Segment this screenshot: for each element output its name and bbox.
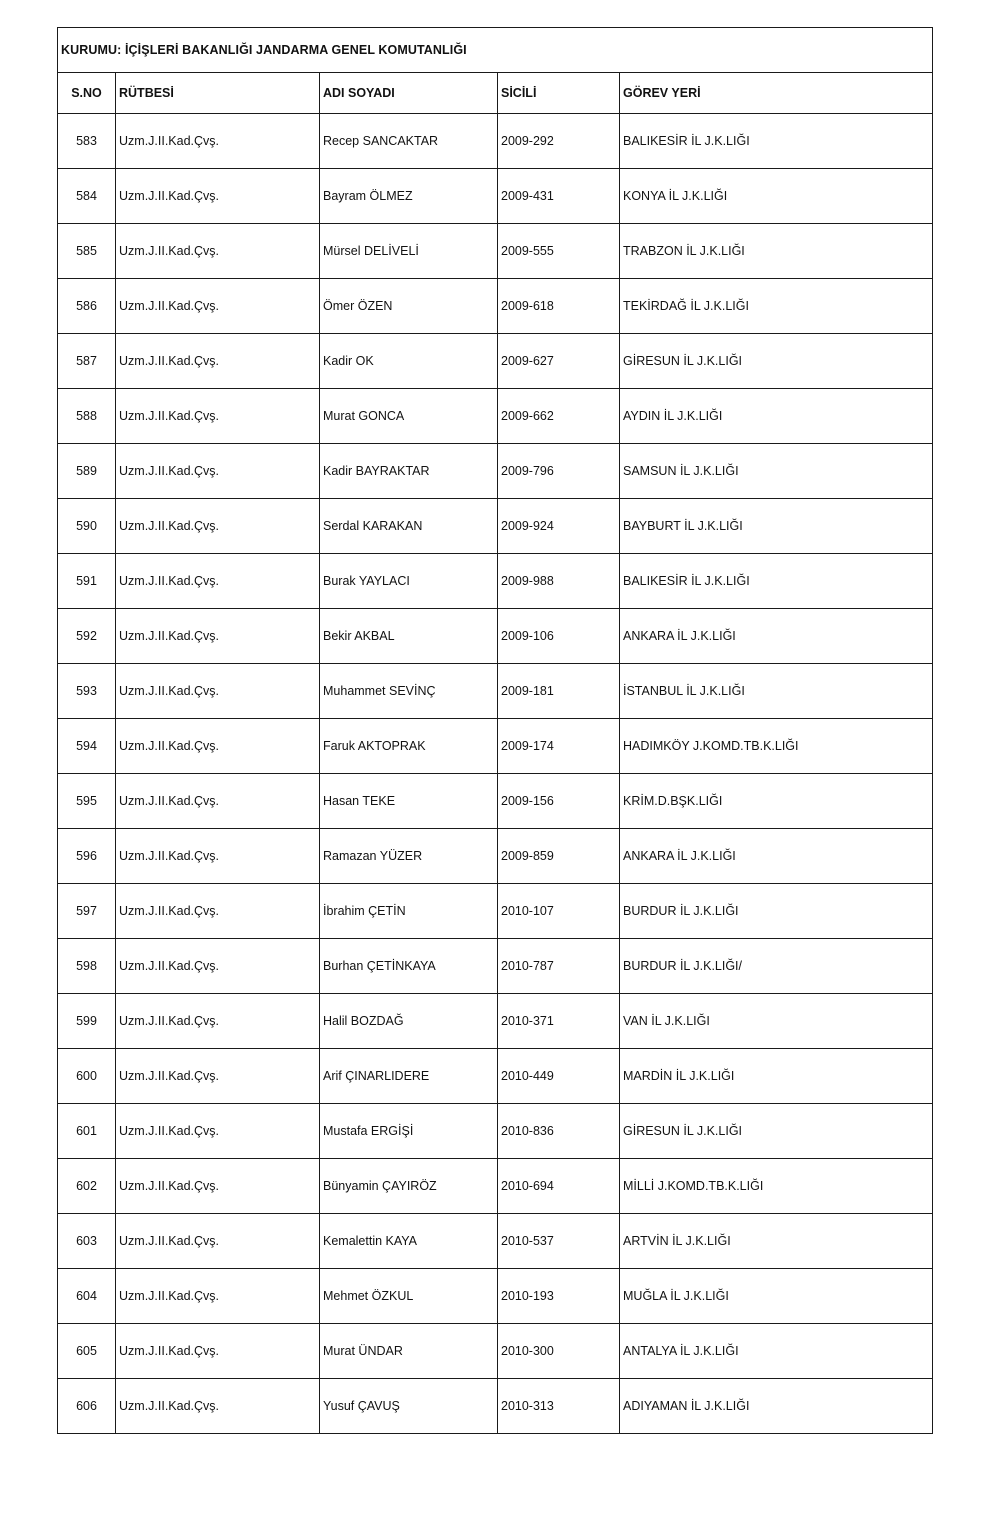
cell-duty: TRABZON İL J.K.LIĞI: [620, 224, 933, 279]
personnel-list-sheet: [57, 27, 932, 1434]
cell-duty: BALIKESİR İL J.K.LIĞI: [620, 114, 933, 169]
cell-duty: GİRESUN İL J.K.LIĞI: [620, 1104, 933, 1159]
cell-rank: Uzm.J.II.Kad.Çvş.: [116, 554, 320, 609]
cell-registry: 2009-174: [498, 719, 620, 774]
cell-registry: 2009-924: [498, 499, 620, 554]
cell-registry: 2009-431: [498, 169, 620, 224]
table-row: [58, 1159, 933, 1214]
cell-sno: 602: [58, 1159, 116, 1214]
table-row: [58, 169, 933, 224]
cell-sno: 594: [58, 719, 116, 774]
cell-name: Kadir OK: [320, 334, 498, 389]
table-row: [58, 1324, 933, 1379]
cell-name: Bayram ÖLMEZ: [320, 169, 498, 224]
cell-registry: 2010-371: [498, 994, 620, 1049]
table-row: [58, 939, 933, 994]
cell-name: Faruk AKTOPRAK: [320, 719, 498, 774]
cell-rank: Uzm.J.II.Kad.Çvş.: [116, 169, 320, 224]
cell-rank: Uzm.J.II.Kad.Çvş.: [116, 499, 320, 554]
cell-sno: 591: [58, 554, 116, 609]
table-row: [58, 774, 933, 829]
cell-name: Recep SANCAKTAR: [320, 114, 498, 169]
cell-duty: MUĞLA İL J.K.LIĞI: [620, 1269, 933, 1324]
cell-registry: 2010-107: [498, 884, 620, 939]
cell-registry: 2009-662: [498, 389, 620, 444]
cell-sno: 598: [58, 939, 116, 994]
cell-name: Ramazan YÜZER: [320, 829, 498, 884]
cell-registry: 2010-836: [498, 1104, 620, 1159]
cell-rank: Uzm.J.II.Kad.Çvş.: [116, 1379, 320, 1434]
cell-duty: ADIYAMAN İL J.K.LIĞI: [620, 1379, 933, 1434]
cell-rank: Uzm.J.II.Kad.Çvş.: [116, 939, 320, 994]
table-row: [58, 609, 933, 664]
cell-duty: SAMSUN İL J.K.LIĞI: [620, 444, 933, 499]
cell-registry: 2010-537: [498, 1214, 620, 1269]
cell-rank: Uzm.J.II.Kad.Çvş.: [116, 664, 320, 719]
header-rank: RÜTBESİ: [116, 73, 320, 114]
cell-rank: Uzm.J.II.Kad.Çvş.: [116, 114, 320, 169]
cell-registry: 2010-449: [498, 1049, 620, 1104]
cell-sno: 590: [58, 499, 116, 554]
cell-rank: Uzm.J.II.Kad.Çvş.: [116, 719, 320, 774]
cell-duty: KRİM.D.BŞK.LIĞI: [620, 774, 933, 829]
table-row: [58, 829, 933, 884]
cell-sno: 605: [58, 1324, 116, 1379]
table-row: [58, 114, 933, 169]
cell-sno: 606: [58, 1379, 116, 1434]
cell-duty: HADIMKÖY J.KOMD.TB.K.LIĞI: [620, 719, 933, 774]
cell-rank: Uzm.J.II.Kad.Çvş.: [116, 444, 320, 499]
cell-name: Murat ÜNDAR: [320, 1324, 498, 1379]
cell-rank: Uzm.J.II.Kad.Çvş.: [116, 279, 320, 334]
cell-duty: BALIKESİR İL J.K.LIĞI: [620, 554, 933, 609]
cell-registry: 2009-156: [498, 774, 620, 829]
table-row: [58, 994, 933, 1049]
cell-rank: Uzm.J.II.Kad.Çvş.: [116, 829, 320, 884]
cell-name: Burhan ÇETİNKAYA: [320, 939, 498, 994]
cell-sno: 587: [58, 334, 116, 389]
cell-name: Halil BOZDAĞ: [320, 994, 498, 1049]
table-row: [58, 444, 933, 499]
table-row: [58, 279, 933, 334]
cell-duty: BAYBURT İL J.K.LIĞI: [620, 499, 933, 554]
cell-name: Mehmet ÖZKUL: [320, 1269, 498, 1324]
cell-rank: Uzm.J.II.Kad.Çvş.: [116, 1104, 320, 1159]
header-registry: SİCİLİ: [498, 73, 620, 114]
cell-sno: 583: [58, 114, 116, 169]
cell-name: Mustafa ERGİŞİ: [320, 1104, 498, 1159]
table-header-row: [58, 73, 933, 114]
cell-name: Burak YAYLACI: [320, 554, 498, 609]
cell-duty: BURDUR İL J.K.LIĞI/: [620, 939, 933, 994]
cell-name: Muhammet SEVİNÇ: [320, 664, 498, 719]
cell-duty: AYDIN İL J.K.LIĞI: [620, 389, 933, 444]
cell-name: Hasan TEKE: [320, 774, 498, 829]
cell-registry: 2009-618: [498, 279, 620, 334]
cell-duty: GİRESUN İL J.K.LIĞI: [620, 334, 933, 389]
cell-registry: 2009-106: [498, 609, 620, 664]
table-row: [58, 664, 933, 719]
table-row: [58, 884, 933, 939]
cell-name: Murat GONCA: [320, 389, 498, 444]
cell-sno: 597: [58, 884, 116, 939]
cell-sno: 601: [58, 1104, 116, 1159]
cell-sno: 585: [58, 224, 116, 279]
table-row: [58, 554, 933, 609]
header-name: ADI SOYADI: [320, 73, 498, 114]
institution-title: KURUMU: İÇİŞLERİ BAKANLIĞI JANDARMA GENEL KOMUTANLIĞI: [58, 28, 933, 73]
cell-registry: 2009-796: [498, 444, 620, 499]
cell-name: Kemalettin KAYA: [320, 1214, 498, 1269]
cell-rank: Uzm.J.II.Kad.Çvş.: [116, 1049, 320, 1104]
cell-name: Arif ÇINARLIDERE: [320, 1049, 498, 1104]
cell-rank: Uzm.J.II.Kad.Çvş.: [116, 994, 320, 1049]
cell-rank: Uzm.J.II.Kad.Çvş.: [116, 334, 320, 389]
cell-duty: TEKİRDAĞ İL J.K.LIĞI: [620, 279, 933, 334]
cell-duty: KONYA İL J.K.LIĞI: [620, 169, 933, 224]
cell-sno: 589: [58, 444, 116, 499]
cell-sno: 592: [58, 609, 116, 664]
cell-registry: 2010-694: [498, 1159, 620, 1214]
cell-rank: Uzm.J.II.Kad.Çvş.: [116, 1214, 320, 1269]
cell-sno: 599: [58, 994, 116, 1049]
cell-rank: Uzm.J.II.Kad.Çvş.: [116, 389, 320, 444]
table-row: [58, 1214, 933, 1269]
table-row: [58, 389, 933, 444]
cell-duty: MİLLİ J.KOMD.TB.K.LIĞI: [620, 1159, 933, 1214]
table-row: [58, 499, 933, 554]
cell-registry: 2009-859: [498, 829, 620, 884]
cell-name: Bünyamin ÇAYIRÖZ: [320, 1159, 498, 1214]
cell-rank: Uzm.J.II.Kad.Çvş.: [116, 1269, 320, 1324]
institution-row: [58, 28, 933, 73]
table-row: [58, 1049, 933, 1104]
cell-sno: 604: [58, 1269, 116, 1324]
cell-rank: Uzm.J.II.Kad.Çvş.: [116, 1159, 320, 1214]
personnel-table: [57, 27, 933, 1434]
header-sno: S.NO: [58, 73, 116, 114]
cell-duty: ANTALYA İL J.K.LIĞI: [620, 1324, 933, 1379]
cell-duty: ANKARA İL J.K.LIĞI: [620, 609, 933, 664]
cell-rank: Uzm.J.II.Kad.Çvş.: [116, 774, 320, 829]
cell-sno: 596: [58, 829, 116, 884]
cell-sno: 595: [58, 774, 116, 829]
table-row: [58, 719, 933, 774]
cell-sno: 593: [58, 664, 116, 719]
table-row: [58, 224, 933, 279]
cell-name: İbrahim ÇETİN: [320, 884, 498, 939]
cell-sno: 603: [58, 1214, 116, 1269]
cell-duty: BURDUR İL J.K.LIĞI: [620, 884, 933, 939]
cell-name: Yusuf ÇAVUŞ: [320, 1379, 498, 1434]
table-row: [58, 1269, 933, 1324]
cell-duty: ARTVİN İL J.K.LIĞI: [620, 1214, 933, 1269]
cell-duty: ANKARA İL J.K.LIĞI: [620, 829, 933, 884]
cell-duty: İSTANBUL İL J.K.LIĞI: [620, 664, 933, 719]
table-row: [58, 334, 933, 389]
header-duty: GÖREV YERİ: [620, 73, 933, 114]
table-row: [58, 1379, 933, 1434]
cell-rank: Uzm.J.II.Kad.Çvş.: [116, 609, 320, 664]
cell-registry: 2009-627: [498, 334, 620, 389]
cell-rank: Uzm.J.II.Kad.Çvş.: [116, 1324, 320, 1379]
cell-rank: Uzm.J.II.Kad.Çvş.: [116, 224, 320, 279]
cell-name: Ömer ÖZEN: [320, 279, 498, 334]
cell-registry: 2009-988: [498, 554, 620, 609]
cell-registry: 2010-300: [498, 1324, 620, 1379]
cell-registry: 2010-193: [498, 1269, 620, 1324]
cell-name: Bekir AKBAL: [320, 609, 498, 664]
cell-name: Serdal KARAKAN: [320, 499, 498, 554]
cell-name: Mürsel DELİVELİ: [320, 224, 498, 279]
cell-sno: 586: [58, 279, 116, 334]
cell-duty: VAN İL J.K.LIĞI: [620, 994, 933, 1049]
cell-sno: 584: [58, 169, 116, 224]
cell-rank: Uzm.J.II.Kad.Çvş.: [116, 884, 320, 939]
cell-registry: 2010-313: [498, 1379, 620, 1434]
cell-duty: MARDİN İL J.K.LIĞI: [620, 1049, 933, 1104]
cell-registry: 2009-555: [498, 224, 620, 279]
cell-sno: 588: [58, 389, 116, 444]
table-row: [58, 1104, 933, 1159]
cell-sno: 600: [58, 1049, 116, 1104]
cell-name: Kadir BAYRAKTAR: [320, 444, 498, 499]
cell-registry: 2010-787: [498, 939, 620, 994]
cell-registry: 2009-292: [498, 114, 620, 169]
cell-registry: 2009-181: [498, 664, 620, 719]
